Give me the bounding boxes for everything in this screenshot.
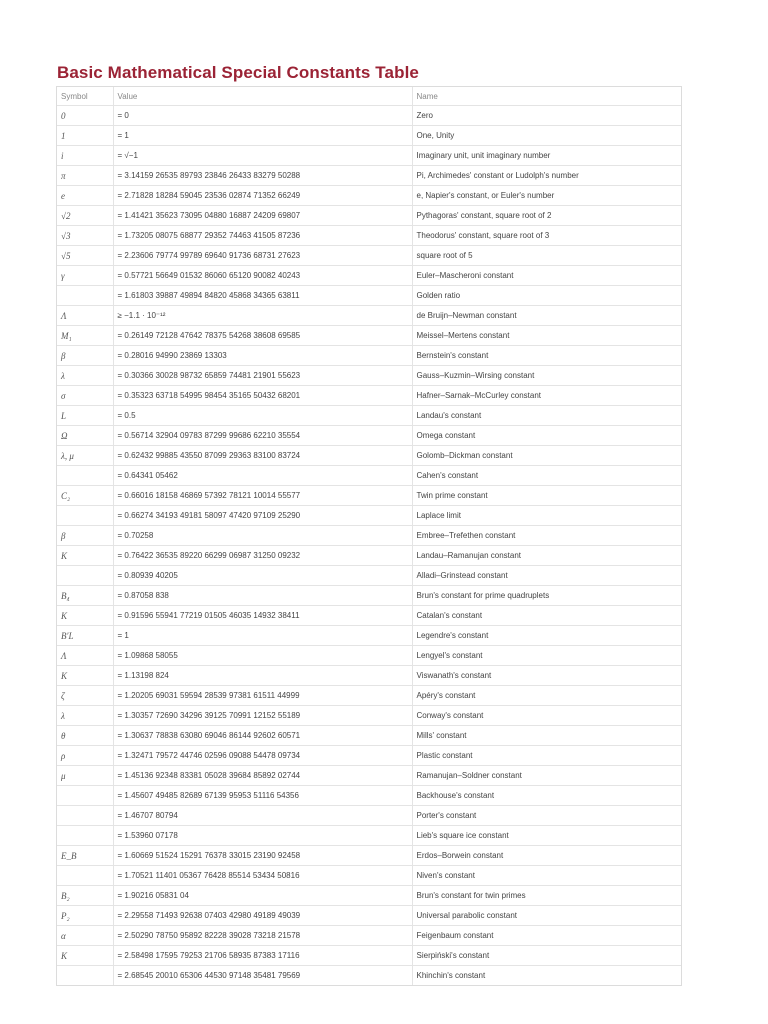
table-row bbox=[57, 206, 681, 226]
cell-symbol bbox=[57, 506, 113, 526]
table-row bbox=[57, 746, 681, 766]
cell-value: = 1.45607 49485 82689 67139 95953 51116 54356 bbox=[113, 786, 412, 806]
table-row bbox=[57, 706, 681, 726]
cell-name: Pi, Archimedes' constant or Ludolph's number bbox=[412, 166, 681, 186]
table-row bbox=[57, 126, 681, 146]
page-title: Basic Mathematical Special Constants Table bbox=[57, 63, 419, 82]
cell-name: Erdos–Borwein constant bbox=[412, 846, 681, 866]
table-row bbox=[57, 866, 681, 886]
cell-value: = 0.66274 34193 49181 58097 47420 97109 25290 bbox=[113, 506, 412, 526]
cell-name: Golden ratio bbox=[412, 286, 681, 306]
cell-value: = √−1 bbox=[113, 146, 412, 166]
cell-symbol: M₁ bbox=[57, 326, 113, 346]
cell-name: Brun's constant for prime quadruplets bbox=[412, 586, 681, 606]
cell-value: = 1.70521 11401 05367 76428 85514 53434 50816 bbox=[113, 866, 412, 886]
cell-value: = 0.56714 32904 09783 87299 99686 62210 35554 bbox=[113, 426, 412, 446]
cell-value: = 1.13198 824 bbox=[113, 666, 412, 686]
cell-symbol: i bbox=[57, 146, 113, 166]
cell-value: = 0.76422 36535 89220 66299 06987 31250 09232 bbox=[113, 546, 412, 566]
constants-table bbox=[56, 86, 682, 986]
table-row bbox=[57, 546, 681, 566]
cell-symbol: σ bbox=[57, 386, 113, 406]
cell-name: Twin prime constant bbox=[412, 486, 681, 506]
table-row bbox=[57, 266, 681, 286]
cell-symbol: √2 bbox=[57, 206, 113, 226]
table-row bbox=[57, 506, 681, 526]
table-row bbox=[57, 586, 681, 606]
cell-symbol: e bbox=[57, 186, 113, 206]
cell-symbol: Λ bbox=[57, 646, 113, 666]
cell-symbol: C₂ bbox=[57, 486, 113, 506]
table-row bbox=[57, 526, 681, 546]
table-row bbox=[57, 346, 681, 366]
cell-symbol: B₄ bbox=[57, 586, 113, 606]
cell-symbol: K bbox=[57, 546, 113, 566]
table-row bbox=[57, 446, 681, 466]
table-row bbox=[57, 426, 681, 446]
cell-name: Hafner–Sarnak–McCurley constant bbox=[412, 386, 681, 406]
cell-name: Laplace limit bbox=[412, 506, 681, 526]
cell-symbol: P₂ bbox=[57, 906, 113, 926]
cell-value: = 0.87058 838 bbox=[113, 586, 412, 606]
table-row bbox=[57, 386, 681, 406]
column-header-symbol: Symbol bbox=[61, 91, 88, 101]
cell-symbol bbox=[57, 286, 113, 306]
table-row bbox=[57, 626, 681, 646]
table-row bbox=[57, 806, 681, 826]
cell-value: = 0.35323 63718 54995 98454 35165 50432 68201 bbox=[113, 386, 412, 406]
cell-name: Theodorus' constant, square root of 3 bbox=[412, 226, 681, 246]
cell-value: = 0.30366 30028 98732 65859 74481 21901 55623 bbox=[113, 366, 412, 386]
cell-name: Sierpiński's constant bbox=[412, 946, 681, 966]
cell-name: Omega constant bbox=[412, 426, 681, 446]
table-row bbox=[57, 886, 681, 906]
cell-value: = 1.30357 72690 34296 39125 70991 12152 55189 bbox=[113, 706, 412, 726]
cell-value: = 1.61803 39887 49894 84820 45868 34365 63811 bbox=[113, 286, 412, 306]
cell-name: Cahen's constant bbox=[412, 466, 681, 486]
table-row bbox=[57, 906, 681, 926]
table-row bbox=[57, 366, 681, 386]
cell-value: = 1.90216 05831 04 bbox=[113, 886, 412, 906]
cell-name: Porter's constant bbox=[412, 806, 681, 826]
cell-symbol: √3 bbox=[57, 226, 113, 246]
cell-name: Mills' constant bbox=[412, 726, 681, 746]
table-row bbox=[57, 646, 681, 666]
table-row bbox=[57, 306, 681, 326]
cell-symbol: μ bbox=[57, 766, 113, 786]
cell-value: = 0.70258 bbox=[113, 526, 412, 546]
cell-value: = 1 bbox=[113, 126, 412, 146]
cell-name: One, Unity bbox=[412, 126, 681, 146]
table-row bbox=[57, 846, 681, 866]
cell-name: Plastic constant bbox=[412, 746, 681, 766]
cell-value: = 0.28016 94990 23869 13303 bbox=[113, 346, 412, 366]
table-row bbox=[57, 726, 681, 746]
cell-value: = 1.20205 69031 59594 28539 97381 61511 44999 bbox=[113, 686, 412, 706]
cell-value: = 1.32471 79572 44746 02596 09088 54478 09734 bbox=[113, 746, 412, 766]
table-row bbox=[57, 186, 681, 206]
cell-name: Landau–Ramanujan constant bbox=[412, 546, 681, 566]
cell-symbol bbox=[57, 866, 113, 886]
table-row bbox=[57, 826, 681, 846]
cell-value: = 1.60669 51524 15291 76378 33015 23190 92458 bbox=[113, 846, 412, 866]
table-header-row bbox=[57, 87, 681, 106]
table-row bbox=[57, 486, 681, 506]
cell-value: = 0.5 bbox=[113, 406, 412, 426]
table-row bbox=[57, 926, 681, 946]
cell-symbol: β bbox=[57, 526, 113, 546]
cell-symbol: K bbox=[57, 606, 113, 626]
cell-symbol bbox=[57, 826, 113, 846]
cell-symbol: ρ bbox=[57, 746, 113, 766]
table-row bbox=[57, 406, 681, 426]
cell-name: Imaginary unit, unit imaginary number bbox=[412, 146, 681, 166]
cell-name: Alladi–Grinstead constant bbox=[412, 566, 681, 586]
table-row bbox=[57, 946, 681, 966]
cell-value: = 1 bbox=[113, 626, 412, 646]
cell-name: Golomb–Dickman constant bbox=[412, 446, 681, 466]
cell-symbol: γ bbox=[57, 266, 113, 286]
cell-name: Bernstein's constant bbox=[412, 346, 681, 366]
cell-symbol: K bbox=[57, 666, 113, 686]
table-row bbox=[57, 686, 681, 706]
cell-name: de Bruijn–Newman constant bbox=[412, 306, 681, 326]
table-row bbox=[57, 106, 681, 126]
cell-symbol: B′L bbox=[57, 626, 113, 646]
table-row bbox=[57, 566, 681, 586]
table-row bbox=[57, 666, 681, 686]
cell-name: Apéry's constant bbox=[412, 686, 681, 706]
cell-name: Ramanujan–Soldner constant bbox=[412, 766, 681, 786]
table-row bbox=[57, 286, 681, 306]
cell-symbol: B₂ bbox=[57, 886, 113, 906]
cell-name: e, Napier's constant, or Euler's number bbox=[412, 186, 681, 206]
cell-symbol: β bbox=[57, 346, 113, 366]
cell-name: Euler–Mascheroni constant bbox=[412, 266, 681, 286]
cell-name: square root of 5 bbox=[412, 246, 681, 266]
cell-name: Feigenbaum constant bbox=[412, 926, 681, 946]
cell-value: = 2.68545 20010 65306 44530 97148 35481 79569 bbox=[113, 966, 412, 986]
cell-value: = 1.45136 92348 83381 05028 39684 85892 02744 bbox=[113, 766, 412, 786]
cell-symbol: 0 bbox=[57, 106, 113, 126]
cell-symbol: λ bbox=[57, 706, 113, 726]
table-row bbox=[57, 246, 681, 266]
cell-name: Legendre's constant bbox=[412, 626, 681, 646]
cell-name: Brun's constant for twin primes bbox=[412, 886, 681, 906]
cell-name: Viswanath's constant bbox=[412, 666, 681, 686]
table-row bbox=[57, 786, 681, 806]
cell-name: Pythagoras' constant, square root of 2 bbox=[412, 206, 681, 226]
cell-symbol: Λ bbox=[57, 306, 113, 326]
cell-symbol: π bbox=[57, 166, 113, 186]
table-row bbox=[57, 606, 681, 626]
cell-value: = 0.62432 99885 43550 87099 29363 83100 83724 bbox=[113, 446, 412, 466]
column-header-value: Value bbox=[113, 87, 412, 106]
cell-symbol: λ, μ bbox=[57, 446, 113, 466]
table-row bbox=[57, 166, 681, 186]
cell-symbol bbox=[57, 786, 113, 806]
cell-symbol: λ bbox=[57, 366, 113, 386]
table-row bbox=[57, 146, 681, 166]
cell-value: = 1.30637 78838 63080 69046 86144 92602 60571 bbox=[113, 726, 412, 746]
cell-symbol: θ bbox=[57, 726, 113, 746]
cell-value: = 2.58498 17595 79253 21706 58935 87383 17116 bbox=[113, 946, 412, 966]
cell-value: = 1.09868 58055 bbox=[113, 646, 412, 666]
cell-value: = 0.26149 72128 47642 78375 54268 38608 69585 bbox=[113, 326, 412, 346]
cell-name: Niven's constant bbox=[412, 866, 681, 886]
cell-name: Backhouse's constant bbox=[412, 786, 681, 806]
cell-value: = 0.91596 55941 77219 01505 46035 14932 38411 bbox=[113, 606, 412, 626]
cell-value: = 0.64341 05462 bbox=[113, 466, 412, 486]
cell-value: = 2.29558 71493 92638 07403 42980 49189 49039 bbox=[113, 906, 412, 926]
cell-name: Landau's constant bbox=[412, 406, 681, 426]
cell-symbol bbox=[57, 466, 113, 486]
cell-name: Meissel–Mertens constant bbox=[412, 326, 681, 346]
cell-name: Catalan's constant bbox=[412, 606, 681, 626]
cell-name: Conway's constant bbox=[412, 706, 681, 726]
cell-value: = 2.50290 78750 95892 82228 39028 73218 21578 bbox=[113, 926, 412, 946]
table-row bbox=[57, 326, 681, 346]
cell-name: Lengyel's constant bbox=[412, 646, 681, 666]
cell-value: ≥ −1.1 · 10⁻¹² bbox=[113, 306, 412, 326]
cell-symbol bbox=[57, 966, 113, 986]
cell-symbol: Ω bbox=[57, 426, 113, 446]
cell-value: = 2.23606 79774 99789 69640 91736 68731 27623 bbox=[113, 246, 412, 266]
cell-value: = 0.57721 56649 01532 86060 65120 90082 40243 bbox=[113, 266, 412, 286]
cell-value: = 2.71828 18284 59045 23536 02874 71352 66249 bbox=[113, 186, 412, 206]
cell-symbol: 1 bbox=[57, 126, 113, 146]
cell-value: = 3.14159 26535 89793 23846 26433 83279 50288 bbox=[113, 166, 412, 186]
cell-symbol: √5 bbox=[57, 246, 113, 266]
cell-value: = 0.80939 40205 bbox=[113, 566, 412, 586]
cell-symbol: L bbox=[57, 406, 113, 426]
cell-name: Khinchin's constant bbox=[412, 966, 681, 986]
cell-value: = 1.46707 80794 bbox=[113, 806, 412, 826]
cell-value: = 1.53960 07178 bbox=[113, 826, 412, 846]
cell-value: = 0.66016 18158 46869 57392 78121 10014 55577 bbox=[113, 486, 412, 506]
table-row bbox=[57, 766, 681, 786]
cell-name: Zero bbox=[412, 106, 681, 126]
cell-symbol bbox=[57, 806, 113, 826]
column-header-name: Name bbox=[412, 87, 681, 106]
table-row bbox=[57, 226, 681, 246]
cell-symbol: E_B bbox=[57, 846, 113, 866]
table-row bbox=[57, 466, 681, 486]
cell-name: Lieb's square ice constant bbox=[412, 826, 681, 846]
cell-symbol: ζ bbox=[57, 686, 113, 706]
cell-value: = 1.41421 35623 73095 04880 16887 24209 69807 bbox=[113, 206, 412, 226]
cell-symbol: K bbox=[57, 946, 113, 966]
cell-value: = 1.73205 08075 68877 29352 74463 41505 87236 bbox=[113, 226, 412, 246]
cell-value: = 0 bbox=[113, 106, 412, 126]
cell-name: Universal parabolic constant bbox=[412, 906, 681, 926]
cell-symbol: α bbox=[57, 926, 113, 946]
cell-name: Gauss–Kuzmin–Wirsing constant bbox=[412, 366, 681, 386]
cell-name: Embree–Trefethen constant bbox=[412, 526, 681, 546]
cell-symbol bbox=[57, 566, 113, 586]
table-row bbox=[57, 966, 681, 986]
